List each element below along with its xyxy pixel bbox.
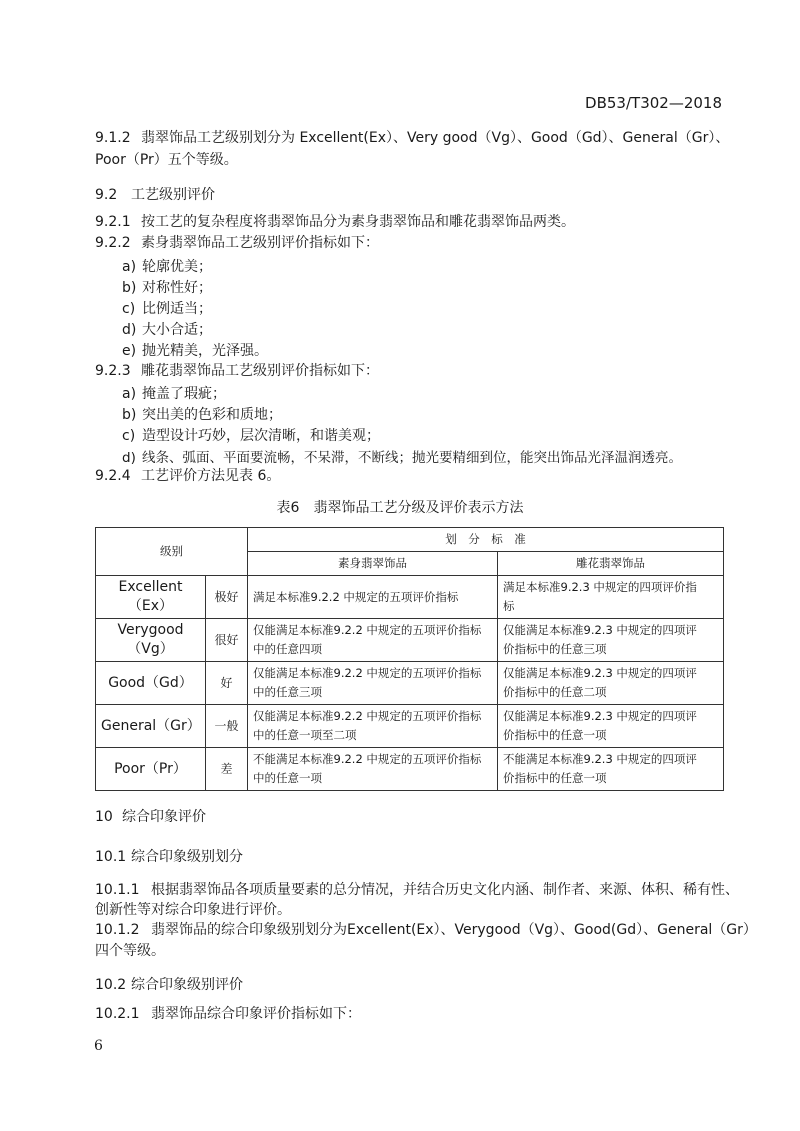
list-item	[122, 340, 268, 360]
clause-9-2-4	[95, 466, 280, 487]
criteria-line: 满足本标准9.2.2 中规定的五项评价指标	[253, 589, 459, 604]
list-item	[122, 277, 212, 297]
list-text: 大小合适；	[142, 322, 212, 338]
carved-criteria	[498, 576, 724, 619]
clause-10-1-2	[95, 920, 757, 941]
clause-text: 雕花翡翠饰品工艺级别评价指标如下：	[141, 363, 379, 379]
clause-number: 10.1.1	[95, 882, 140, 898]
clause-text: 素身翡翠饰品工艺级别评价指标如下：	[141, 235, 379, 251]
section-title: 综合印象级别划分	[131, 849, 243, 865]
list-item	[122, 404, 282, 424]
criteria-line: 仅能满足本标准9.2.2 中规定的五项评价指标	[253, 709, 482, 723]
list-text: 线条、弧面、平面要流畅，不呆滞，不断线；抛光要精细到位，能突出饰品光泽温润透亮。	[142, 450, 682, 466]
list-label: a)	[122, 386, 137, 402]
list-label: b)	[122, 280, 137, 296]
carved-criteria	[498, 748, 724, 791]
header-grade: 级别	[96, 528, 248, 576]
section-heading-10	[95, 806, 206, 826]
section-heading-10-2	[95, 974, 243, 994]
criteria-line: 仅能满足本标准9.2.2 中规定的五项评价指标	[253, 623, 482, 637]
list-label: d)	[122, 450, 136, 466]
plain-criteria	[248, 576, 498, 619]
criteria-line: 不能满足本标准9.2.3 中规定的四项评	[503, 752, 697, 766]
list-text: 比例适当；	[142, 301, 212, 317]
criteria-line: 价指标中的任意二项	[503, 685, 607, 699]
grade-chinese: 一般	[206, 705, 248, 748]
carved-criteria	[498, 705, 724, 748]
clause-10-1-2-continued: 四个等级。	[95, 943, 165, 959]
list-label: a)	[122, 259, 137, 275]
grade-table	[95, 527, 724, 791]
section-title: 综合印象评价	[122, 809, 206, 825]
list-text: 轮廓优美；	[142, 259, 212, 275]
header-plain-jade: 素身翡翠饰品	[248, 552, 498, 576]
criteria-line: 满足本标准9.2.3 中规定的四项评价指	[503, 580, 697, 594]
criteria-line: 仅能满足本标准9.2.3 中规定的四项评	[503, 623, 697, 637]
list-label: d)	[122, 322, 137, 338]
plain-criteria	[248, 748, 498, 791]
grade-chinese: 差	[206, 748, 248, 791]
criteria-line: 不能满足本标准9.2.2 中规定的五项评价指标	[253, 752, 482, 766]
clause-number: 9.2.4	[95, 468, 131, 484]
header-standard: 划 分 标 准	[248, 528, 724, 552]
list-item	[122, 256, 212, 276]
criteria-line: 价指标中的任意一项	[503, 728, 607, 742]
clause-9-2-2	[95, 233, 379, 254]
clause-9-1-2-continued: Poor（Pr）五个等级。	[95, 152, 238, 168]
section-title: 工艺级别评价	[131, 187, 215, 203]
carved-criteria	[498, 662, 724, 705]
clause-10-1-1-continued: 创新性等对综合印象进行评价。	[95, 902, 291, 918]
list-label: e)	[122, 343, 137, 359]
plain-criteria	[248, 705, 498, 748]
list-text: 掩盖了瑕疵；	[142, 386, 226, 402]
criteria-line: 中的任意一项至二项	[253, 728, 357, 742]
clause-9-2-3	[95, 361, 379, 382]
list-text: 抛光精美，光泽强。	[142, 343, 268, 359]
clause-text: 翡翠饰品工艺级别划分为 Excellent(Ex）、Very good（Vg）、Good（Gd）、General（Gr）、	[141, 130, 730, 146]
table-row	[96, 576, 724, 619]
table-header-row	[96, 528, 724, 552]
clause-number: 10.1.2	[95, 922, 140, 938]
criteria-line: 中的任意一项	[253, 771, 322, 785]
table-caption: 表6 翡翠饰品工艺分级及评价表示方法	[276, 500, 524, 516]
grade-chinese: 极好	[206, 576, 248, 619]
list-item	[122, 425, 380, 445]
clause-number: 10.2.1	[95, 1006, 140, 1022]
grade-chinese: 好	[206, 662, 248, 705]
section-number: 10.2	[95, 977, 127, 993]
grade-english: General（Gr）	[96, 705, 206, 748]
clause-text: 根据翡翠饰品各项质量要素的总分情况，并结合历史文化内涵、制作者、来源、体积、稀有性、	[151, 882, 739, 898]
carved-criteria	[498, 619, 724, 662]
plain-criteria	[248, 619, 498, 662]
clause-text: 工艺评价方法见表 6。	[141, 468, 281, 484]
document-code: DB53/T302—2018	[585, 94, 722, 112]
section-title: 综合印象级别评价	[131, 977, 243, 993]
grade-chinese: 很好	[206, 619, 248, 662]
table-row	[96, 748, 724, 791]
clause-9-2-1	[95, 212, 575, 233]
clause-number: 9.1.2	[95, 130, 131, 146]
list-item	[122, 446, 682, 466]
page-number: 6	[94, 1038, 103, 1054]
clause-text: 翡翠饰品综合印象评价指标如下：	[151, 1006, 361, 1022]
table-row	[96, 662, 724, 705]
clause-number: 9.2.1	[95, 214, 131, 230]
grade-english: Poor（Pr）	[96, 748, 206, 791]
clause-9-1-2	[95, 128, 729, 149]
list-label: c)	[122, 428, 136, 444]
clause-text: 翡翠饰品的综合印象级别划分为Excellent(Ex）、Verygood（Vg）、Good(Gd）、General（Gr）	[151, 922, 757, 938]
list-item	[122, 319, 212, 339]
grade-english: Verygood（Vg）	[96, 619, 206, 662]
header-carved-jade: 雕花翡翠饰品	[498, 552, 724, 576]
plain-criteria	[248, 662, 498, 705]
list-label: b)	[122, 407, 137, 423]
criteria-line: 价指标中的任意三项	[503, 642, 607, 656]
grade-english: Good（Gd）	[96, 662, 206, 705]
criteria-line: 标	[503, 599, 515, 613]
clause-number: 9.2.3	[95, 363, 131, 379]
criteria-line: 仅能满足本标准9.2.3 中规定的四项评	[503, 709, 697, 723]
list-item	[122, 383, 226, 403]
criteria-line: 价指标中的任意一项	[503, 771, 607, 785]
section-heading-10-1	[95, 846, 243, 866]
clause-10-2-1	[95, 1004, 361, 1025]
clause-10-1-1	[95, 880, 739, 901]
table-row	[96, 705, 724, 748]
list-text: 对称性好；	[142, 280, 212, 296]
grade-english: Excellent（Ex）	[96, 576, 206, 619]
list-label: c)	[122, 301, 136, 317]
table-row	[96, 619, 724, 662]
list-text: 造型设计巧妙，层次清晰，和谐美观；	[142, 428, 380, 444]
section-heading-9-2	[95, 184, 215, 204]
criteria-line: 中的任意四项	[253, 642, 322, 656]
clause-number: 9.2.2	[95, 235, 131, 251]
list-text: 突出美的色彩和质地；	[142, 407, 282, 423]
criteria-line: 中的任意三项	[253, 685, 322, 699]
clause-text: 按工艺的复杂程度将翡翠饰品分为素身翡翠饰品和雕花翡翠饰品两类。	[141, 214, 575, 230]
section-number: 10.1	[95, 849, 127, 865]
list-item	[122, 298, 212, 318]
section-number: 9.2	[95, 187, 118, 203]
criteria-line: 仅能满足本标准9.2.2 中规定的五项评价指标	[253, 666, 482, 680]
criteria-line: 仅能满足本标准9.2.3 中规定的四项评	[503, 666, 697, 680]
section-number: 10	[95, 809, 113, 825]
